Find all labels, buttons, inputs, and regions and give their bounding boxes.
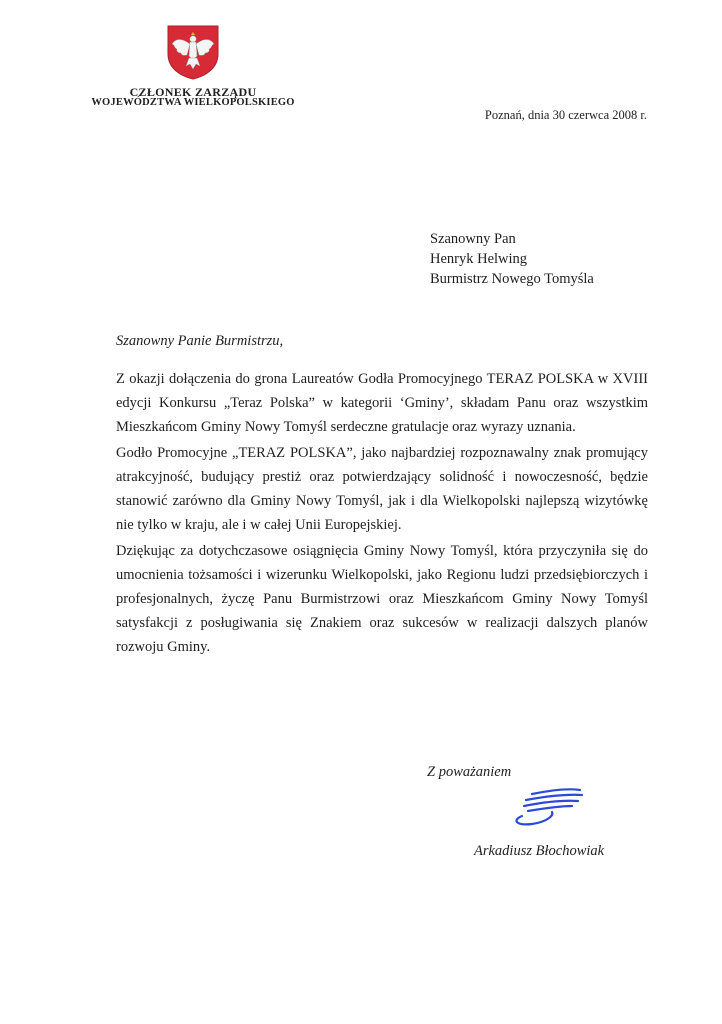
- letterhead-subtitle: WOJEWÓDZTWA WIELKOPOLSKIEGO: [91, 97, 295, 108]
- eagle-crest-icon: [166, 24, 220, 80]
- body-paragraph: Z okazji dołączenia do grona Laureatów Godła Promocyjnego TERAZ POLSKA w XVIII edycji Konkursu „Teraz Polska” w kategorii ‘Gminy’, składam Panu oraz wszystkim Mieszkańcom Gminy Nowy Tomyśl serdeczne gratulacje oraz wyrazy uznania.: [116, 371, 648, 435]
- salutation: Szanowny Panie Burmistrzu,: [116, 333, 284, 349]
- body-paragraph: Dziękując za dotychczasowe osiągnięcia Gminy Nowy Tomyśl, która przyczyniła się do umocnienia tożsamości i wizerunku Wielkopolski, jako Regionu ludzi przedsiębiorczych i profesjonalnych, życzę Panu Burmistrzowi oraz Mieszkańcom Gminy Nowy Tomyśl satysfakcji z posługiwania się Znakiem oraz sukcesów w realizacji dalszych planów rozwoju Gminy.: [116, 543, 648, 655]
- recipient-block: [430, 229, 594, 289]
- body-paragraph: Godło Promocyjne „TERAZ POLSKA”, jako najbardziej rozpoznawalny znak promujący atrakcyjność, budujący prestiż oraz potwierdzający solidność i nowoczesność, będzie stanowić zarówno dla Gminy Nowy Tomyśl, jak i dla Wielkopolski najlepszą wizytówkę nie tylko w kraju, ale i w całej Unii Europejskiej.: [116, 445, 648, 533]
- recipient-line: Burmistrz Nowego Tomyśla: [430, 271, 594, 287]
- closing: Z poważaniem: [427, 764, 512, 780]
- letter-body: [116, 367, 648, 659]
- letter-date: Poznań, dnia 30 czerwca 2008 r.: [484, 108, 647, 122]
- recipient-line: Henryk Helwing: [430, 251, 528, 267]
- handwritten-signature-icon: [502, 784, 592, 830]
- letterhead-title: CZŁONEK ZARZĄDU: [129, 85, 257, 99]
- signer-name: Arkadiusz Błochowiak: [474, 843, 605, 859]
- recipient-line: Szanowny Pan: [430, 231, 516, 247]
